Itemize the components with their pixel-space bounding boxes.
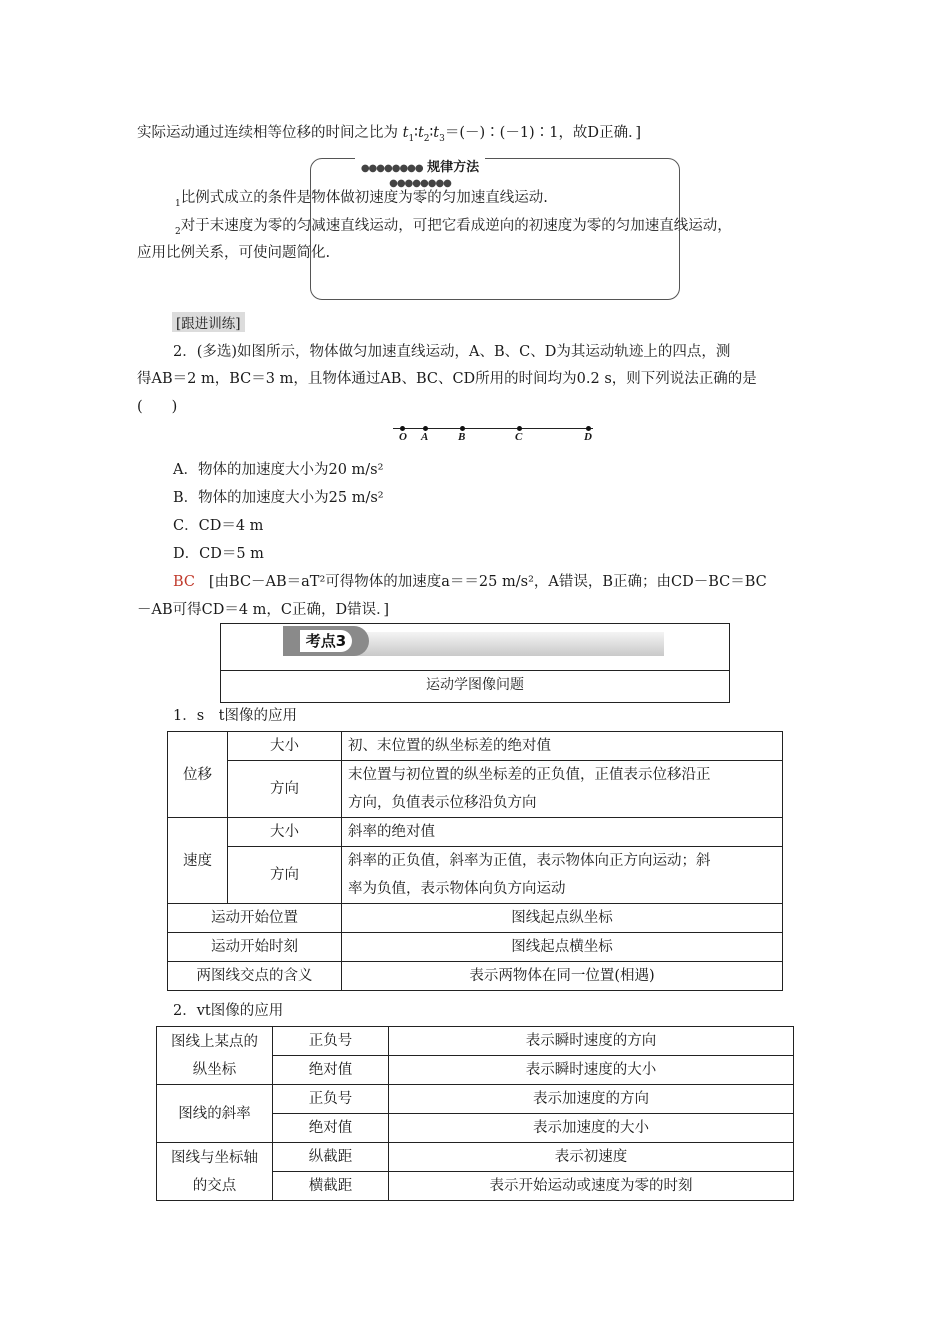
label-b: B (458, 431, 466, 443)
table-row: 两图线交点的含义 表示两物体在同一位置(相遇) (168, 962, 783, 991)
answer: BC (173, 574, 196, 590)
label-d: D (584, 431, 592, 443)
choice-d: D．CD＝5 m (173, 546, 264, 562)
question-line-1: 2．(多选)如图所示，物体做匀加速直线运动，A、B、C、D为其运动轨迹上的四点，测 (173, 344, 731, 360)
kaodian-label: 考点3 (283, 626, 369, 656)
table-row: 运动开始时刻 图线起点横坐标 (168, 933, 783, 962)
label-o: O (399, 431, 407, 443)
table-row: 图线的斜率 正负号 表示加速度的方向 (157, 1085, 794, 1114)
table-row: 图线上某点的 纵坐标 正负号 表示瞬时速度的方向 (157, 1027, 794, 1056)
vt-table (156, 1026, 794, 1201)
method-item-1: $_1$比例式成立的条件是物体做初速度为零的匀加速直线运动. (175, 190, 548, 209)
vt-heading: 2．vt图像的应用 (173, 1003, 284, 1019)
table-row: 图线与坐标轴 的交点 纵截距 表示初速度 (157, 1143, 794, 1172)
intro-line: 实际运动通过连续相等位移的时间之比为 $t_1∶t_2∶t_3=(-)∶(-1)∶1$，故D正确．] (137, 125, 641, 144)
label-c: C (515, 431, 523, 443)
st-heading: 1．s t图像的应用 (173, 708, 297, 724)
kaodian-box (220, 623, 730, 703)
table-row: 横截距 表示开始运动或速度为零的时刻 (157, 1172, 794, 1201)
table-row: 运动开始位置 图线起点纵坐标 (168, 904, 783, 933)
st-table (167, 731, 783, 991)
question-line-3: ( ) (137, 399, 178, 415)
table-row: 方向 末位置与初位置的纵坐标差的正负值，正值表示位移沿正 方向，负值表示位移沿负方向 (168, 761, 783, 818)
table-row: 速度 大小 斜率的绝对值 (168, 818, 783, 847)
method-title: ●●●●●●●● 规律方法 ●●●●●●●● (355, 156, 485, 190)
label-a: A (421, 431, 429, 443)
table-row: 方向 斜率的正负值，斜率为正值，表示物体向正方向运动；斜 率为负值，表示物体向负方向运动 (168, 847, 783, 904)
method-item-2: $_2$对于末速度为零的匀减速直线运动，可把它看成逆向的初速度为零的匀加速直线运动， (175, 218, 732, 237)
question-line-2: 得AB＝2 m，BC＝3 m，且物体通过AB、BC、CD所用的时间均为0.2 s，则下列说法正确的是 (137, 371, 757, 387)
table-row: 位移 大小 初、末位置的纵坐标差的绝对值 (168, 732, 783, 761)
choice-a: A．物体的加速度大小为20 m/s² (173, 462, 384, 478)
kaodian-subtitle: 运动学图像问题 (426, 677, 524, 693)
table-row: 绝对值 表示加速度的大小 (157, 1114, 794, 1143)
training-tag: [跟进训练] (172, 312, 245, 332)
explanation-line-2: －AB可得CD＝4 m，C正确，D错误．] (137, 602, 390, 618)
choice-b: B．物体的加速度大小为25 m/s² (173, 490, 384, 506)
explanation-line-1: BC [由BC－AB＝aT²可得物体的加速度a＝＝25 m/s²，A错误，B正确；由CD－BC＝BC (173, 574, 767, 590)
choice-c: C．CD＝4 m (173, 518, 264, 534)
method-continuation: 应用比例关系，可使问题简化. (137, 245, 331, 261)
table-row: 绝对值 表示瞬时速度的大小 (157, 1056, 794, 1085)
